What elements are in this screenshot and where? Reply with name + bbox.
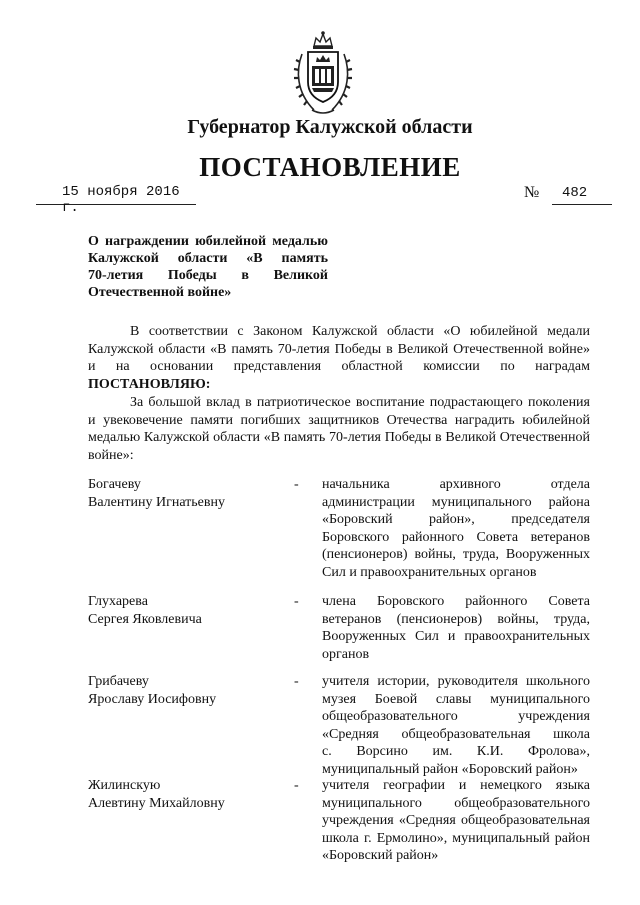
date-field bbox=[36, 184, 196, 216]
award-line: и увековечение памяти погибших защитников Отечества наградить юбилейной bbox=[88, 412, 590, 428]
position-line: учителя географии и немецкого языка bbox=[322, 778, 590, 793]
recipient-dash: - bbox=[294, 477, 299, 492]
position-line: муниципальный район «Боровский район» bbox=[322, 761, 578, 777]
recipient-name bbox=[88, 476, 288, 511]
position-line: Боровского районного Совета ветеранов bbox=[322, 529, 590, 545]
recipient-given-name: Алевтину Михайловну bbox=[88, 795, 225, 811]
preamble-line: Калужской области «В память 70-летия Победы в Великой Отечественной войне» bbox=[88, 341, 590, 357]
recipient-surname: Жилинскую bbox=[88, 778, 161, 793]
date-value: 15 ноября 2016 г. bbox=[62, 184, 180, 216]
number-underline bbox=[552, 184, 612, 205]
subject-line: О награждении юбилейной медалью bbox=[88, 234, 328, 249]
position-line: ветеранов (пенсионеров) войны, труда, bbox=[322, 611, 590, 627]
recipient-given-name: Ярославу Иосифовну bbox=[88, 691, 217, 707]
recipient-surname: Грибачеву bbox=[88, 674, 149, 689]
recipient-position bbox=[322, 476, 590, 581]
preamble-paragraph bbox=[88, 323, 590, 393]
position-line: муниципального общеобразовательного bbox=[322, 795, 590, 811]
decree-subject bbox=[88, 233, 328, 301]
document-number: 482 bbox=[562, 185, 588, 201]
governor-title: Губернатор Калужской области bbox=[187, 116, 473, 138]
recipient-given-name: Сергея Яковлевича bbox=[88, 611, 202, 627]
position-line: Вооруженных Сил и правоохранительных bbox=[322, 629, 590, 644]
position-line: администрации муниципального района bbox=[322, 494, 590, 510]
recipient-position bbox=[322, 777, 590, 865]
kaluga-coat-of-arms-icon bbox=[292, 30, 354, 116]
position-line: общеобразовательного учреждения bbox=[322, 709, 590, 724]
award-line: За большой вклад в патриотическое воспитание подрастающего поколения bbox=[130, 395, 590, 410]
subject-line: Калужской области «В память bbox=[88, 251, 328, 266]
subject-line: 70-летия Победы в Великой bbox=[88, 268, 328, 283]
position-line: члена Боровского районного Совета bbox=[322, 594, 590, 609]
recipient-dash: - bbox=[294, 674, 299, 689]
position-line: «Боровский район» bbox=[322, 848, 439, 863]
position-line: с. Ворсино им. К.И. Фролова», bbox=[322, 744, 590, 759]
recipient-given-name: Валентину Игнатьевну bbox=[88, 494, 225, 510]
number-sign: № bbox=[524, 184, 540, 201]
preamble-line: и на основании представления областной комиссии по наградам bbox=[88, 359, 590, 374]
position-line: учителя истории, руководителя школьного bbox=[322, 674, 590, 689]
recipient-name bbox=[88, 777, 288, 812]
recipient-surname: Глухарева bbox=[88, 594, 148, 609]
award-paragraph bbox=[88, 394, 590, 464]
document-number-field bbox=[524, 184, 614, 204]
position-line: учреждения «Средняя общеобразовательная bbox=[322, 813, 590, 828]
recipient-dash: - bbox=[294, 594, 299, 609]
award-line: войне»: bbox=[88, 447, 134, 463]
position-line: музея Боевой славы муниципального bbox=[322, 691, 590, 707]
position-line: «Боровский район», председателя bbox=[322, 512, 590, 527]
position-line: органов bbox=[322, 646, 370, 662]
recipient-position bbox=[322, 593, 590, 663]
position-line: Сил и правоохранительных органов bbox=[322, 564, 537, 580]
subject-line: Отечественной войне» bbox=[88, 285, 232, 300]
position-line: школа г. Ермолино», муниципальный район bbox=[322, 830, 590, 846]
recipient-surname: Богачеву bbox=[88, 477, 141, 492]
position-line: (пенсионеров) войны, труда, Вооруженных bbox=[322, 547, 590, 562]
recipient-dash: - bbox=[294, 778, 299, 793]
recipient-position bbox=[322, 673, 590, 778]
recipient-name bbox=[88, 673, 288, 708]
preamble-line: В соответствии с Законом Калужской области «О юбилейной медали bbox=[130, 324, 590, 339]
document-type-heading: ПОСТАНОВЛЕНИЕ bbox=[199, 152, 461, 182]
decree-word: ПОСТАНОВЛЯЮ: bbox=[88, 376, 211, 392]
award-line: медалью Калужской области «В память 70-летия Победы в Великой Отечественной bbox=[88, 430, 590, 445]
recipient-name bbox=[88, 593, 288, 628]
position-line: «Средняя общеобразовательная школа bbox=[322, 726, 590, 742]
position-line: начальника архивного отдела bbox=[322, 477, 590, 492]
